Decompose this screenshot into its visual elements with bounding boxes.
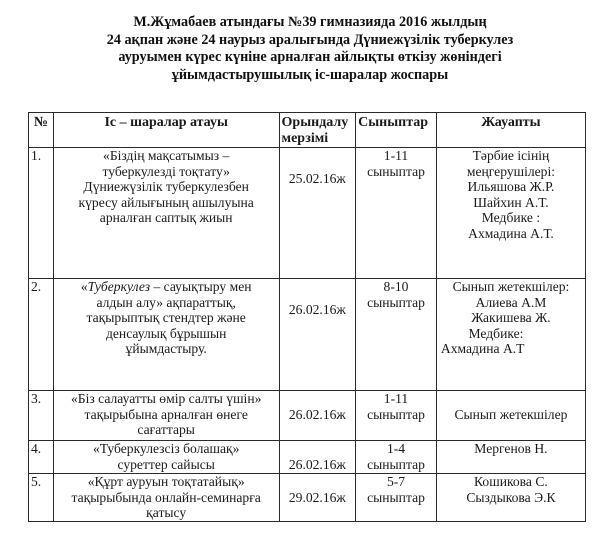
date-value: 29.02.16ж	[288, 490, 346, 505]
classes-line: 1-11	[383, 148, 409, 163]
responsible-line: меңгерушілері:	[466, 163, 556, 179]
classes-line: 1-4	[386, 441, 406, 456]
responsible-line: Алиева А.М	[475, 294, 547, 310]
event-line: күресу айлығының ашылуына	[78, 194, 254, 210]
responsible-cell	[436, 441, 585, 474]
responsible-line: Сыздыкова Э.К	[466, 489, 556, 505]
responsible-cell	[436, 279, 585, 391]
classes-line: 1-11	[383, 391, 409, 406]
date-cell	[279, 474, 356, 522]
date-value: 26.02.16ж	[288, 302, 346, 317]
header-responsible: Жауапты	[436, 113, 585, 148]
header-classes: Сыныптар	[356, 113, 437, 148]
table-row	[29, 474, 586, 522]
row-number: 5.	[29, 474, 54, 522]
responsible-line: Жакишева Ж.	[471, 310, 551, 326]
event-line: тақырыбында онлайн-семинарға	[71, 489, 261, 505]
classes-cell	[356, 391, 437, 441]
classes-line: сыныптар	[367, 456, 425, 472]
date-value: 25.02.16ж	[288, 171, 346, 186]
document-title	[0, 14, 600, 84]
header-date-line: мерзімі	[281, 131, 329, 146]
classes-line: сыныптар	[367, 163, 425, 179]
responsible-line: Мергенов Н.	[474, 441, 548, 456]
row-number: 1.	[29, 148, 54, 279]
table-row	[29, 279, 586, 391]
event-line: Дүниежүзілік туберкулезбен	[83, 179, 249, 195]
table-row	[29, 148, 586, 279]
title-line: ұйымдастырушылық іс-шаралар жоспары	[171, 66, 449, 83]
row-number: 3.	[29, 391, 54, 441]
classes-line: сыныптар	[367, 294, 425, 310]
classes-cell	[356, 279, 437, 391]
event-line: алдын алу» ақпараттық,	[96, 294, 236, 310]
event-line: «Құрт ауруын тоқтатайық»	[87, 474, 245, 489]
responsible-line: Ахмадина А.Т.	[468, 225, 554, 241]
table-header-row	[29, 113, 586, 148]
responsible-line: Медбике:	[468, 325, 524, 341]
event-line: «Біз салауатты өмір салты үшін»	[70, 391, 262, 406]
date-cell	[279, 441, 356, 474]
responsible-line: Кошикова С.	[474, 474, 548, 489]
date-cell	[279, 391, 356, 441]
title-line: М.Жұмабаев атындағы №39 гимназияда 2016 жылдың	[133, 14, 487, 30]
events-plan-table	[28, 112, 586, 522]
responsible-cell	[436, 148, 585, 279]
event-line: қатысу	[146, 505, 187, 521]
header-number: №	[29, 113, 54, 148]
responsible-line: Ахмадина А.Т	[440, 341, 525, 357]
classes-line: 5-7	[386, 474, 406, 489]
event-line: «Біздің мақсатымыз –	[103, 148, 230, 163]
date-value: 26.02.16ж	[288, 407, 346, 422]
table-row	[29, 441, 586, 474]
event-italic-text: Туберкулез	[87, 279, 151, 294]
responsible-cell	[436, 474, 585, 522]
event-text: – сауықтыру мен	[150, 279, 252, 294]
event-cell	[53, 391, 279, 441]
event-cell	[53, 441, 279, 474]
event-text: «	[80, 279, 88, 294]
row-number: 4.	[29, 441, 54, 474]
header-date-line: Орындалу	[281, 115, 349, 130]
classes-cell	[356, 148, 437, 279]
responsible-line: Ильяшова Ж.Р.	[467, 179, 555, 195]
header-event: Іс – шаралар атауы	[53, 113, 279, 148]
responsible-line: Сынып жетекшілер:	[452, 279, 570, 294]
event-line: арналған саптық жиын	[99, 210, 233, 226]
table-row	[29, 391, 586, 441]
date-value: 26.02.16ж	[288, 457, 346, 472]
event-line: ұйымдастыру.	[125, 341, 207, 357]
classes-cell	[356, 474, 437, 522]
classes-line: сыныптар	[367, 406, 425, 422]
classes-line: сыныптар	[367, 489, 425, 505]
event-line: туберкулезді тоқтату»	[102, 163, 230, 179]
header-date	[279, 113, 356, 148]
event-line	[56, 279, 277, 295]
event-cell	[53, 474, 279, 522]
responsible-line: Сынып жетекшілер	[454, 407, 568, 422]
row-number: 2.	[29, 279, 54, 391]
event-cell	[53, 148, 279, 279]
event-line: денсаулық бұрышын	[105, 325, 227, 341]
responsible-line: Шайхин А.Т.	[473, 194, 549, 210]
classes-cell	[356, 441, 437, 474]
event-line: суреттер сайысы	[117, 456, 215, 472]
classes-line: 8-10	[383, 279, 409, 294]
event-cell	[53, 279, 279, 391]
date-cell	[279, 279, 356, 391]
event-line: «Туберкулезсіз болашақ»	[92, 441, 240, 456]
responsible-cell	[436, 391, 585, 441]
date-cell	[279, 148, 356, 279]
responsible-line: Медбике :	[481, 210, 541, 226]
event-line: тақырыбына арналған өнеге	[84, 406, 248, 422]
event-line: сағаттары	[137, 422, 195, 438]
title-line: 24 ақпан және 24 наурыз аралығында Дүниежүзілік туберкулез	[106, 31, 514, 48]
title-line: ауруымен күрес күніне арналған айлықты өткізу жөніндегі	[118, 49, 502, 65]
event-line: тақырыптық стендтер және	[86, 310, 246, 326]
responsible-line: Тәрбие ісінің	[472, 148, 550, 163]
